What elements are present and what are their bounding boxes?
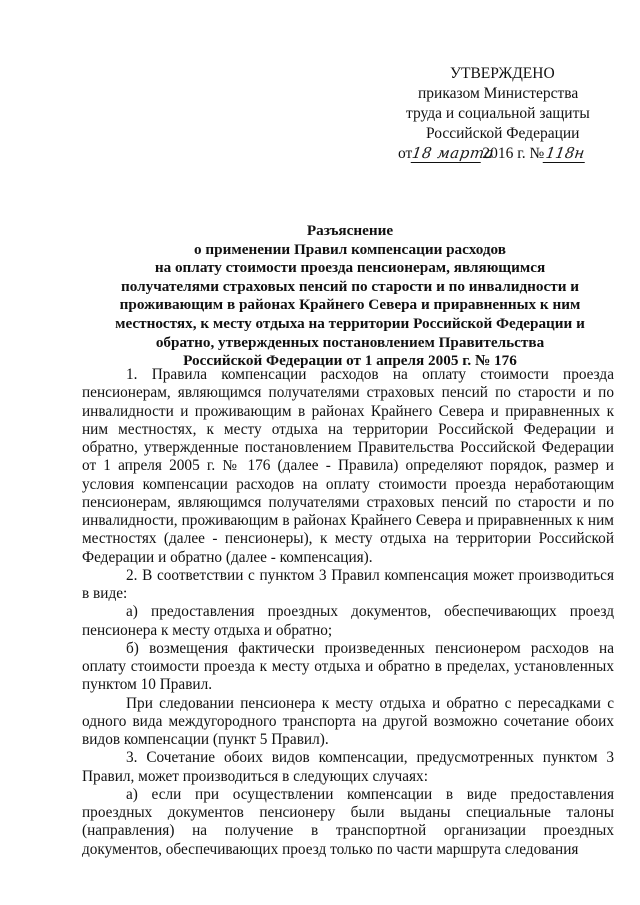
title-line: Российской Федерации от 1 апреля 2005 г. № 176	[183, 352, 517, 370]
document-body	[82, 366, 614, 859]
title-line: обратно, утвержденных постановлением Правительства	[155, 333, 545, 351]
year-text: 2016 г. №	[482, 145, 545, 162]
title-line: проживающим в районах Крайнего Севера и приравненных к ним	[119, 296, 581, 314]
date-prefix: от	[398, 145, 413, 162]
title-line: о применении Правил компенсации расходов	[194, 240, 506, 258]
approval-date-line	[398, 144, 613, 164]
approval-line: труда и социальной защиты	[406, 105, 590, 122]
handwritten-number: 118н	[544, 144, 586, 162]
approval-line: приказом Министерства	[418, 85, 579, 102]
paragraph: а) если при осуществлении компенсации в виде предоставления проездных документов пенсионеру были выданы специальные талоны (направления) на получение в транспортной организации проездных документов, обеспечивающих проезд только по части маршрута следования	[82, 785, 614, 858]
title-line: на оплату стоимости проезда пенсионерам, являющимся	[154, 259, 546, 277]
title-line: местностях, к месту отдыха на территории Российской Федерации и	[115, 314, 585, 332]
approval-stamp	[398, 64, 613, 164]
paragraph: 2. В соответствии с пунктом 3 Правил компенсация может производиться в виде:	[82, 566, 614, 602]
title-line: получателями страховых пенсий по старости и по инвалидности и	[120, 277, 580, 295]
document-title	[80, 222, 620, 371]
paragraph: При следовании пенсионера к месту отдыха и обратно с пересадками с одного вида междугородного транспорта на другой возможно сочетание обоих видов компенсации (пункт 5 Правил).	[82, 694, 614, 748]
paragraph: б) возмещения фактически произведенных пенсионером расходов на оплату стоимости проезда к месту отдыха и обратно в пределах, установленных пунктом 10 Правил.	[82, 639, 614, 694]
handwritten-date: 18 марта	[411, 144, 496, 162]
paragraph: а) предоставления проездных документов, обеспечивающих проезд пенсионера к месту отдыха и обратно;	[82, 603, 614, 639]
title-line: Разъяснение	[306, 222, 394, 239]
paragraph: 3. Сочетание обоих видов компенсации, предусмотренных пунктом 3 Правил, может производиться в следующих случаях:	[82, 749, 614, 785]
paragraph: 1. Правила компенсации расходов на оплату стоимости проезда пенсионерам, являющимся получателями страховых пенсий по старости и по инвалидности и проживающим в районах Крайнего Севера и приравненных к ним местностях, к месту отдыха на территории Российской Федерации и обратно, утвержденные постановлением Правительства Российской Федерации от 1 апреля 2005 г. № 176 (далее - Правила) определяют порядок, размер и условия компенсации расходов на оплату стоимости проезда неработающим пенсионерам, являющимся получателями страховых пенсий по старости и по инвалидности, проживающим в районах Крайнего Севера и приравненных к ним местностях (далее - пенсионеры), к месту отдыха на территории Российской Федерации и обратно (далее - компенсация).	[82, 366, 614, 566]
approval-line: Российской Федерации	[426, 125, 580, 142]
approval-heading: УТВЕРЖДЕНО	[450, 65, 555, 82]
